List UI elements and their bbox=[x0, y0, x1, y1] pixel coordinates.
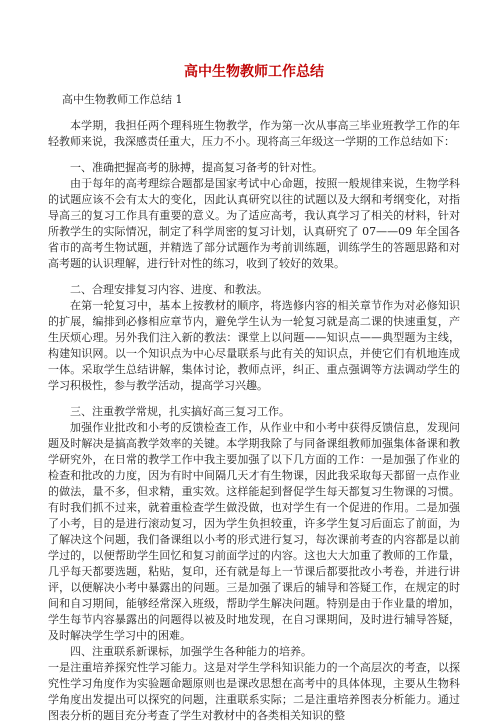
document-subtitle: 高中生物教师工作总结 1 bbox=[62, 93, 183, 106]
section-heading-1: 一、准确把握高考的脉搏，提高复习备考的针对性。 bbox=[70, 161, 323, 174]
paragraph-section-3: 加强作业批改和小考的反馈检查工作，从作业中和小考中获得反馈信息，发现问题及时解决是搞高教学效率的关键。本学期我除了与同备课组教师加强集体备课和教学研究外，在日常的教学工作中我主要加强了以下几方面的工作：一是加强了作业的检查和批改的力度，因为有时中间隔几天才有生物课，因此我采取每天都留一点作业的做法，量不多，但求精，重实效。这样能起到督促学生每天都复习生物课的习惯。有时我们抓不过来，就着重检查学生做没做，也对学生有一个促进的作用。二是加强了小考，目的是进行滚动复习，因为学生负担较重，许多学生复习后面忘了前面，为了解决这个问题，我们备课组以小考的形式进行复习，每次课前考查的内容都是以前学过的，以便帮助学生回忆和复习前面学过的内容。这也大大加重了教师的工作量，几乎每天都要选题，粘贴，复印，还有就是每上一节课后都要批改小考卷，并进行讲评，以便解决小考中暴露出的问题。三是加强了课后的辅导和答疑工作，在规定的时间和自习期间，能够经常深入班级，帮助学生解决问题。特别是由于作业量的增加，学生每节内容暴露出的问题得以被及时地发现，在自习课期间，及时进行辅导答疑，及时解决学生学习中的困难。 bbox=[48, 421, 460, 642]
paragraph-section-4: 一是注重培养探究性学习能力。这是对学生学科知识能力的一个高层次的考查，以探究性学习角度作为实验题命题原则也是课改思想在高考中的具体体现，主要从生物科学角度出发提出可以探究的问题，注重联系实际；二是注重培养图表分析能力。通过图表分析的题目充分考查了学生对教材中的各类相关知识的整 bbox=[48, 661, 460, 722]
paragraph-section-1: 由于每年的高考理综合题都是国家考试中心命题，按照一般规律来说，生物学科的试题应该不会有太大的变化，因此认真研究以往的试题以及大纲和考纲变化，对指导高三的复习工作具有重要的意义。为了适应高考，我认真学习了相关的材料，针对所教学生的实际情况，制定了科学周密的复习计划，认真研究了 07——09 年全国各省市的高考生物试题，并精选了部分试题作为考前训练题，训练学生的答题思路和对高考题的认识理解，进行针对性的练习，收到了较好的效果。 bbox=[48, 177, 460, 270]
section-heading-4: 四、注重联系新课标，加强学生各种能力的培养。 bbox=[70, 645, 312, 658]
paragraph-intro: 本学期，我担任两个理科班生物教学，作为第一次从事高三毕业班教学工作的年轻教师来说，我深感责任重大，压力不小。现将高三年级这一学期的工作总结如下： bbox=[48, 119, 460, 148]
paragraph-section-2: 在第一轮复习中，基本上按教材的顺序，将选修内容的相关章节作为对必修知识的扩展，编排到必修相应章节内，避免学生认为一轮复习就是高二课的快速重复，产生厌烦心理。另外我们注入新的教法：课堂上以问题——知识点——典型题为主线，构建知识网。以一个知识点为中心尽量联系与此有关的知识点，并使它们有机地连成一体。采取学生总结讲解，集体讨论，教师点评，纠正、重点强调等方法调动学生的学习积极性，参与教学活动，提高学习兴趣。 bbox=[48, 299, 460, 392]
section-heading-3: 三、注重教学常规，扎实搞好高三复习工作。 bbox=[70, 405, 290, 418]
document-title: 高中生物教师工作总结 bbox=[184, 64, 324, 80]
section-heading-2: 二、合理安排复习内容、进度、和教法。 bbox=[70, 283, 268, 296]
